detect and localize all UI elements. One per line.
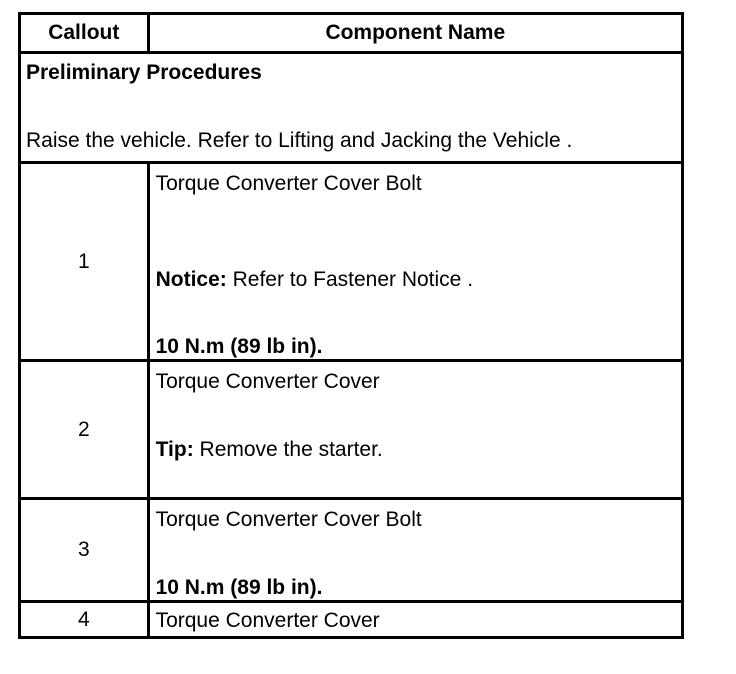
component-name-header: Component Name <box>148 14 682 53</box>
callout-cell: 2 <box>20 361 149 499</box>
component-name: Torque Converter Cover <box>155 609 380 632</box>
tip-text: Remove the starter. <box>193 438 383 461</box>
preliminary-cell <box>20 53 683 163</box>
notice-line <box>156 268 473 292</box>
preliminary-text: Raise the vehicle. Refer to Lifting and Jacking the Vehicle . <box>26 129 573 152</box>
component-cell <box>148 163 682 361</box>
notice-label: Notice: <box>155 268 227 291</box>
table-row <box>20 361 683 499</box>
torque-spec: 10 N.m (89 lb in). <box>155 335 323 358</box>
callout-cell: 1 <box>20 163 149 361</box>
header-row <box>20 14 683 53</box>
component-name: Torque Converter Cover Bolt <box>155 508 422 531</box>
component-cell <box>148 602 682 638</box>
callout-cell: 4 <box>20 602 149 638</box>
preliminary-title: Preliminary Procedures <box>26 61 262 84</box>
component-name: Torque Converter Cover Bolt <box>155 172 422 195</box>
table-row <box>20 163 683 361</box>
component-cell <box>148 361 682 499</box>
notice-text: Refer to Fastener Notice . <box>226 268 474 291</box>
procedure-table <box>18 12 684 639</box>
table-row <box>20 602 683 638</box>
tip-label: Tip: <box>155 438 194 461</box>
callout-header: Callout <box>20 14 149 53</box>
callout-cell: 3 <box>20 499 149 602</box>
preliminary-row <box>20 53 683 163</box>
table-row <box>20 499 683 602</box>
component-name: Torque Converter Cover <box>155 370 380 393</box>
torque-spec: 10 N.m (89 lb in). <box>155 576 323 599</box>
component-cell <box>148 499 682 602</box>
tip-line <box>156 438 383 462</box>
